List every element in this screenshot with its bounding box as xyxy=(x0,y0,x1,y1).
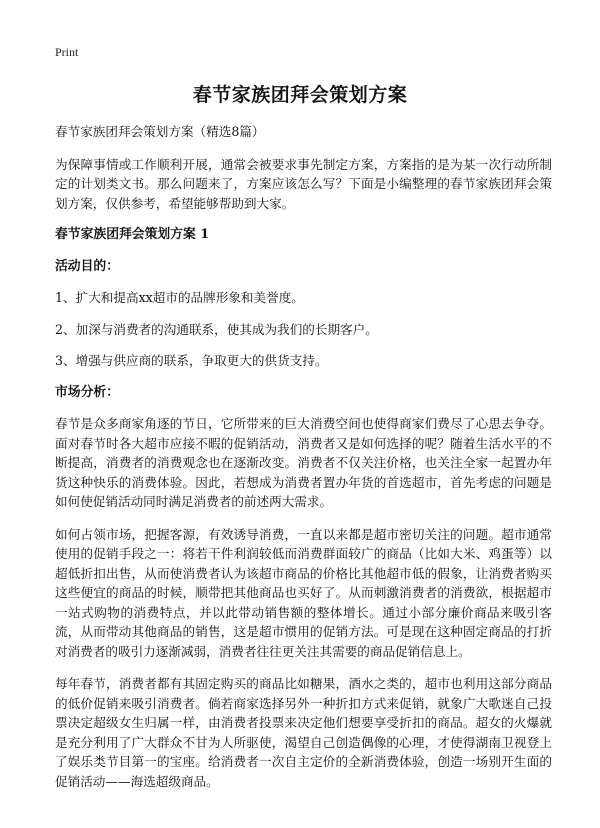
body-paragraph: 每年春节，消费者都有其固定购买的商品比如糖果，酒水之类的，超市也利用这部分商品的低价促销来吸引消费者。倘若商家选择另外一种折扣方式来促销，就象广大歌迷自己投票决定超级女生归属一样，由消费者投票来决定他们想要享受折扣的商品。超女的火爆就是充分利用了广大群众不甘为人所驱使，渴望自己创造偶像的心理，才使得湖南卫视登上了娱乐类节目第一的宝座。给消费者一次自主定价的全新消费体验，创造一场别开生面的促销活动——海选超级商品。 xyxy=(55,676,552,789)
market-heading: 市场分析： xyxy=(55,384,119,400)
purpose-item: 3、增强与供应商的联系，争取更大的供货支持。 xyxy=(55,353,328,368)
document-body xyxy=(55,122,552,804)
purpose-item: 1、扩大和提高xx超市的品牌形象和美誉度。 xyxy=(55,290,304,305)
intro-paragraph: 为保障事情或工作顺利开展，通常会被要求事先制定方案，方案指的是为某一次行动所制定的计划类文书。那么问题来了，方案应该怎么写？下面是小编整理的春节家族团拜会策划方案，仅供参考，希望能够帮助到大家。 xyxy=(55,156,552,211)
section-heading: 春节家族团拜会策划方案 1 xyxy=(55,227,210,242)
body-paragraph: 春节是众多商家角逐的节日，它所带来的巨大消费空间也使得商家们费尽了心思去争夺。面对春节时各大超市应接不暇的促销活动，消费者又是如何选择的呢？随着生活水平的不断提高，消费者的消费观念也在逐渐改变。消费者不仅关注价格，也关注全家一起置办年货这种快乐的消费体验。因此，若想成为消费者置办年货的首选超市，首先考虑的问题是如何使促销活动同时满足消费者的前述两大需求。 xyxy=(55,416,552,509)
print-label: Print xyxy=(55,45,79,59)
purpose-heading: 活动目的： xyxy=(55,258,119,274)
page-title: 春节家族团拜会策划方案 xyxy=(192,84,408,106)
document-subtitle: 春节家族团拜会策划方案（精选8篇） xyxy=(55,124,265,139)
purpose-item: 2、加深与消费者的沟通联系，使其成为我们的长期客户。 xyxy=(55,321,378,337)
body-paragraph: 如何占领市场，把握客源，有效诱导消费，一直以来都是超市密切关注的问题。超市通常使用的促销手段之一：将若干件利润较低而消费群面较广的商品（比如大米、鸡蛋等）以超低折扣出售，从而使消费者认为该超市商品的价格比其他超市低的假象，让消费者购买这些便宜的商品的时候，顺带把其他商品也买好了。从而刺激消费者的消费欲，根据超市一站式购物的消费特点，并以此带动销售额的整体增长。通过小部分廉价商品来吸引客流，从而带动其他商品的销售，这是超市惯用的促销方法。可是现在这种固定商品的打折对消费者的吸引力逐渐减弱，消费者往往更关注其需要的商品促销信息上。 xyxy=(55,526,552,659)
